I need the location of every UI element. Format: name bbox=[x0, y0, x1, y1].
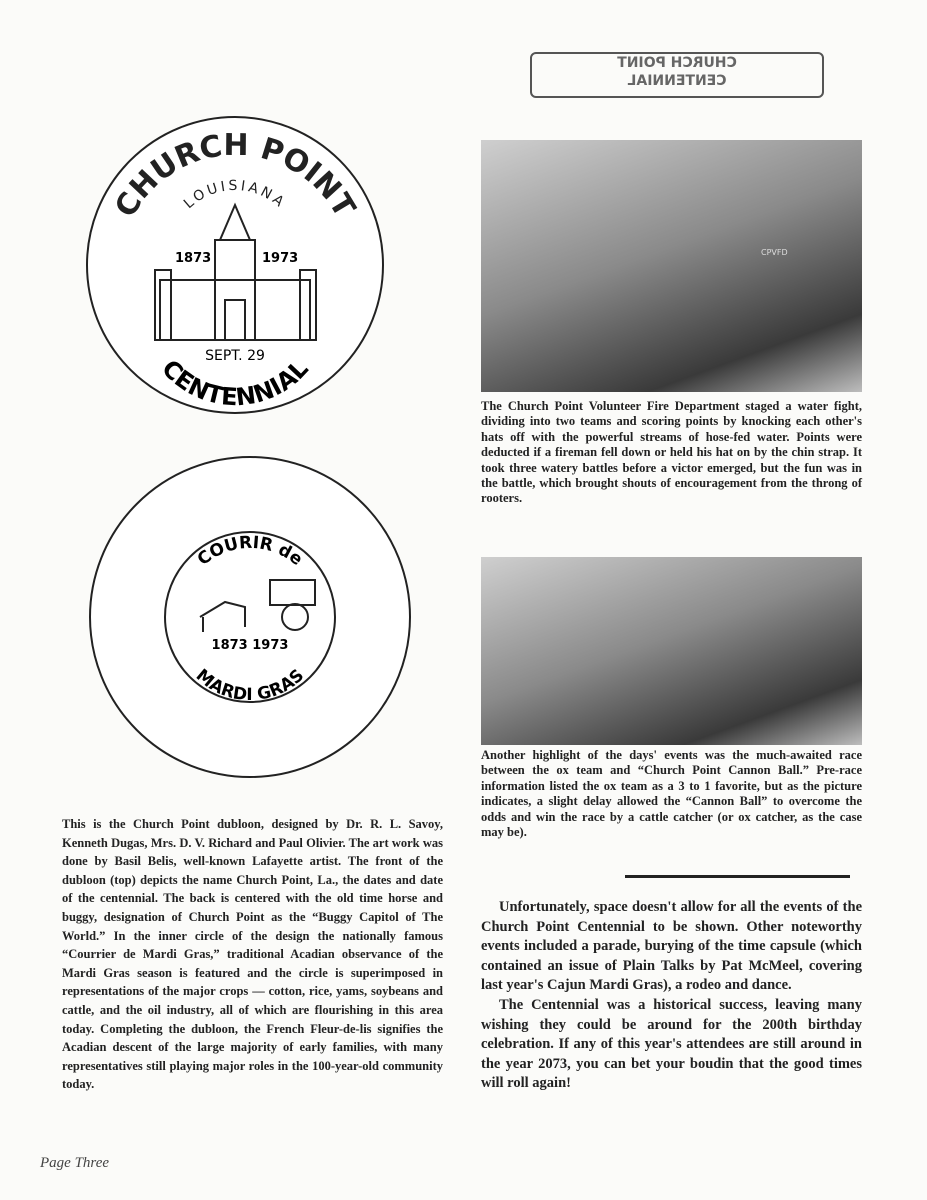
emblem-state: LOUISIANA bbox=[180, 177, 289, 213]
emblem-back-bottom: MARDI GRAS bbox=[191, 665, 309, 706]
fire-department-water-fight-photo bbox=[481, 140, 862, 392]
ox-team-race-photo bbox=[481, 557, 862, 745]
section-divider bbox=[625, 875, 850, 878]
emblem-date: SEPT. 29 bbox=[205, 348, 265, 364]
emblem-back-years: 1873 1973 bbox=[211, 638, 289, 653]
dubloon-caption: This is the Church Point dubloon, designed by Dr. R. L. Savoy, Kenneth Dugas, Mrs. D. V. Richard and Paul Olivier. The art work was done by Basil Belis, well-known Lafayette artist. The front of the dubloon (top) depicts the name Church Point, La., the dates and date of the centennial. The back is centered with the old time horse and buggy, designation of Church Point as the “Buggy Capitol of The World.” In the inner circle of the design the nationally famous “Courrier de Mardi Gras,” traditional Acadian observance of the Mardi Gras season is featured and the circle is superimposed in representations of the major crops — cotton, rice, yams, soybeans and cattle, and the oil industry, all of which are flourishing in this area today. Completing the dubloon, the French Fleur-de-lis signifies the Acadian descent of the large majority of early families, with many representatives still playing major roles in the 100-year-old community today. bbox=[62, 817, 443, 1092]
closing-paragraph: Unfortunately, space doesn't allow for all the events of the Church Point Centennial to be shown. Other noteworthy events included a parade, burying of the time capsule (which contained an issue of Plain Talks by Pat McMeel, covering last year's Cajun Mardi Gras), a rodeo and dance. bbox=[481, 899, 862, 994]
banner-line: CENTENNIAL bbox=[627, 73, 727, 89]
jacket-lettering: CPVFD bbox=[761, 248, 788, 257]
banner-line: CHURCH POINT bbox=[617, 55, 737, 71]
dubloon-back-emblem bbox=[85, 452, 415, 782]
emblem-year-end: 1973 bbox=[262, 251, 299, 266]
emblem-title: CHURCH POINT bbox=[108, 127, 362, 224]
closing-paragraph: The Centennial was a historical success, leaving many wishing they could be around for the 200th birthday celebration. If any of this year's attendees are still around in the year 2073, you can bet your boudin that the good times will roll again! bbox=[481, 996, 862, 1092]
centennial-banner bbox=[530, 52, 824, 98]
emblem-year-start: 1873 bbox=[175, 251, 212, 266]
race-photo-caption: Another highlight of the days' events was the much-awaited race between the ox team and “Church Point Cannon Ball.” Pre-race information listed the ox team as a 3 to 1 favorite, but as the picture indicates, a slight delay allowed the “Cannon Ball” to overcome the odds and win the race by a cattle catcher (or ox catcher, as the case may be). bbox=[481, 748, 862, 840]
emblem-back-top: COURIR de bbox=[193, 532, 307, 570]
page-number: Page Three bbox=[40, 1155, 110, 1171]
emblem-bottom: CENTENNIAL bbox=[156, 354, 314, 412]
dubloon-front-emblem bbox=[80, 110, 390, 420]
fire-photo-caption: The Church Point Volunteer Fire Department staged a water fight, dividing into two teams and scoring points by knocking each other's hats off with the powerful streams of hose-fed water. Points were deducted if a fireman fell down or held his hat on by the chin strap. It took three watery battles before a victor emerged, but the fun was in the battle, which brought shouts of encouragement from the throng of rooters. bbox=[481, 399, 862, 506]
closing-text bbox=[481, 898, 862, 1094]
